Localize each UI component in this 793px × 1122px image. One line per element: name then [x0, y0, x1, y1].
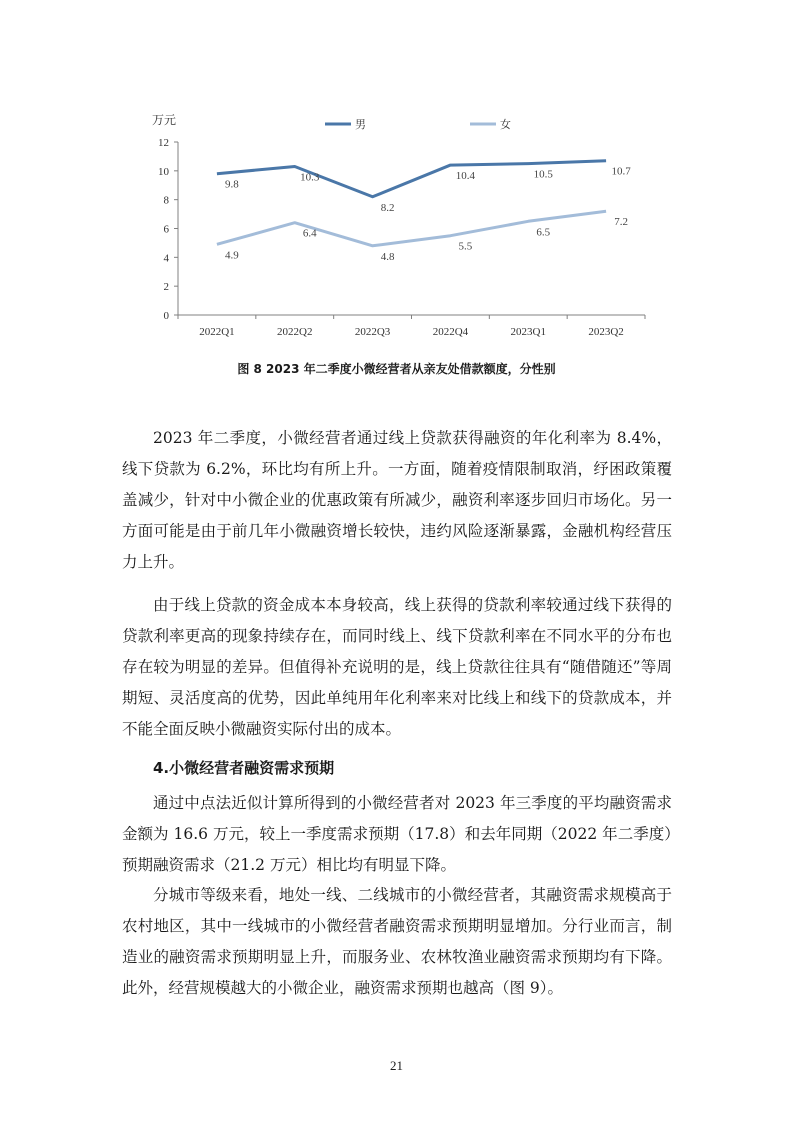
paragraph-online-offline: 由于线上贷款的资金成本本身较高，线上获得的贷款利率较通过线下获得的贷款利率更高的现象持续存在，而同时线上、线下贷款利率在不同水平的分布也存在较为明显的差异。但值得补充说明的是，线上贷款往往具有“随借随还”等周期短、灵活度高的优势，因此单纯用年化利率来对比线上和线下的贷款成本，并不能全面反映小微融资实际付出的成本。: [122, 596, 672, 738]
data-label: 10.7: [611, 165, 631, 178]
y-tick-label: 8: [163, 194, 169, 207]
legend-label: 男: [355, 119, 366, 131]
data-label: 8.2: [380, 201, 395, 214]
y-tick-label: 0: [163, 310, 169, 322]
y-tick-label: 4: [163, 252, 169, 265]
y-tick-label: 2: [163, 281, 169, 294]
x-tick-label: 2023Q2: [588, 326, 624, 338]
legend-label: 女: [500, 119, 511, 131]
y-tick-label: 12: [158, 137, 169, 149]
data-label: 7.2: [614, 216, 628, 229]
data-label: 10.3: [300, 171, 320, 184]
chart-legend: [325, 117, 511, 131]
data-label: 6.5: [536, 226, 551, 239]
x-axis: [178, 315, 645, 338]
x-tick-label: 2022Q2: [277, 326, 313, 338]
data-label: 10.5: [533, 168, 553, 181]
y-tick-label: 6: [163, 223, 169, 236]
line-chart: [140, 105, 660, 345]
data-label: 4.9: [225, 249, 239, 262]
data-label: 4.8: [380, 250, 395, 263]
page-number: 21: [390, 1058, 403, 1073]
x-tick-label: 2022Q1: [199, 326, 235, 338]
x-tick-label: 2022Q3: [354, 326, 391, 338]
data-label: 6.4: [302, 227, 317, 240]
y-axis: [152, 113, 178, 322]
paragraph-demand-expectation: 通过中点法近似计算所得到的小微经营者对 2023 年三季度的平均融资需求金额为 16.6 万元，较上一季度需求预期（17.8）和去年同期（2022 年二季度）预期融资需求（21.2 万元）相比均有明显下降。: [122, 794, 672, 874]
data-label: 9.8: [225, 178, 239, 191]
data-label: 5.5: [458, 240, 473, 253]
x-tick-label: 2023Q1: [510, 326, 546, 338]
x-tick-label: 2022Q4: [432, 326, 469, 338]
paragraph-city-industry: 分城市等级来看，地处一线、二线城市的小微经营者，其融资需求规模高于农村地区，其中一线城市的小微经营者融资需求预期明显增加。分行业而言，制造业的融资需求预期明显上升，而服务业、农林牧渔业融资需求预期均有下降。此外，经营规模越大的小微企业，融资需求预期也越高（图 9）。: [122, 886, 672, 997]
y-tick-label: 10: [158, 165, 169, 178]
data-label: 10.4: [455, 170, 476, 183]
section-heading: 4.小微经营者融资需求预期: [153, 759, 335, 777]
plot-area: [217, 161, 631, 263]
paragraph-interest-rate: 2023 年二季度，小微经营者通过线上贷款获得融资的年化利率为 8.4%，线下贷款为 6.2%，环比均有所上升。一方面，随着疫情限制取消，纾困政策覆盖减少，针对中小微企业的优惠政策有所减少，融资利率逐步回归市场化。另一方面可能是由于前几年小微融资增长较快，违约风险逐渐暴露，金融机构经营压力上升。: [122, 429, 672, 571]
y-axis-unit-label: 万元: [151, 113, 177, 127]
figure-caption: 图 8 2023 年二季度小微经营者从亲友处借款额度，分性别: [237, 362, 556, 376]
